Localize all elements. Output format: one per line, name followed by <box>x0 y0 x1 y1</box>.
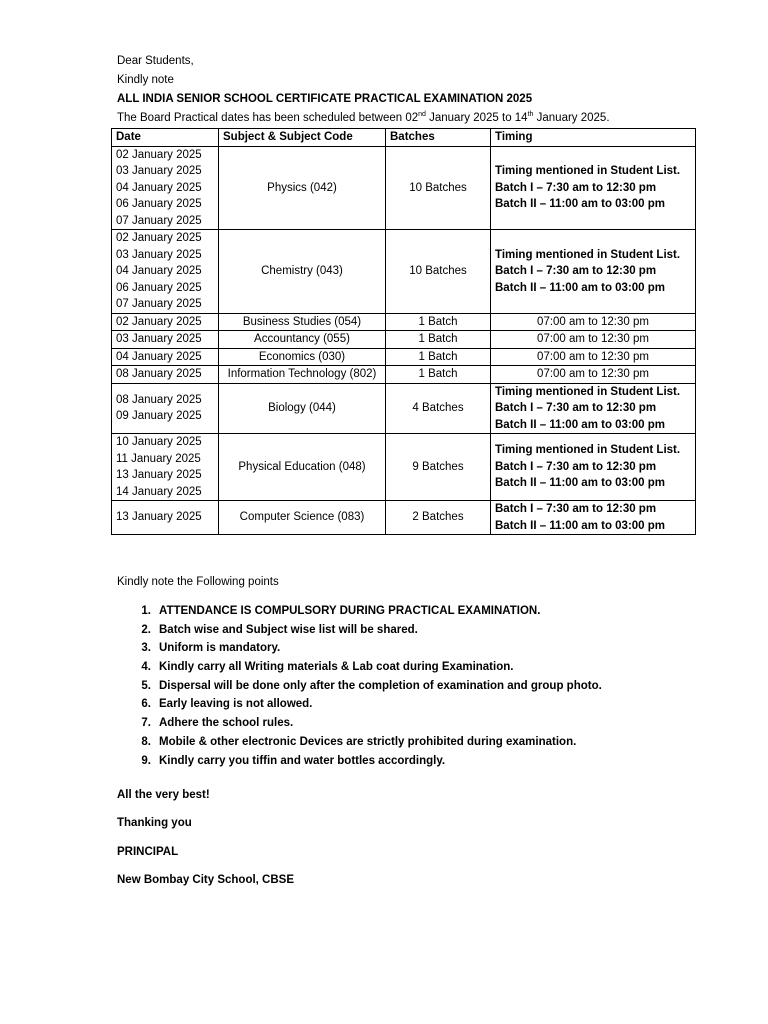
cell-batches: 9 Batches <box>386 434 491 501</box>
cell-subject: Computer Science (083) <box>219 501 386 535</box>
list-item <box>117 679 602 698</box>
cell-subject: Physical Education (048) <box>219 434 386 501</box>
cell-timing <box>491 434 696 501</box>
timing-line: Batch I – 7:30 am to 12:30 pm <box>495 181 657 194</box>
notes-heading: Kindly note the Following points <box>117 576 279 588</box>
table-row <box>112 146 696 230</box>
list-item <box>117 754 602 773</box>
cell-timing <box>491 313 696 331</box>
timing-line: Batch II – 11:00 am to 03:00 pm <box>495 418 666 431</box>
date-line: 04 January 2025 <box>116 265 202 277</box>
table-row <box>112 366 696 384</box>
cell-batches: 10 Batches <box>386 146 491 230</box>
list-item-text: ATTENDANCE IS COMPULSORY DURING PRACTICAL EXAMINATION. <box>159 605 541 617</box>
date-line: 06 January 2025 <box>116 198 202 210</box>
list-item-number: 5. <box>141 679 151 692</box>
cell-dates <box>112 383 219 434</box>
list-item-number: 9. <box>141 754 151 767</box>
timing-line: Batch II – 11:00 am to 03:00 pm <box>495 519 666 532</box>
cell-dates <box>112 331 219 349</box>
cell-batches: 1 Batch <box>386 348 491 366</box>
cell-timing <box>491 383 696 434</box>
timing-line: Batch I – 7:30 am to 12:30 pm <box>495 265 657 277</box>
schedule-table <box>111 128 696 535</box>
cell-subject: Chemistry (043) <box>219 230 386 314</box>
date-line: 04 January 2025 <box>116 350 202 363</box>
date-line: 02 January 2025 <box>116 232 202 244</box>
date-line: 09 January 2025 <box>116 410 202 423</box>
cell-batches: 1 Batch <box>386 331 491 349</box>
cell-batches: 10 Batches <box>386 230 491 314</box>
table-row <box>112 501 696 535</box>
date-line: 08 January 2025 <box>116 368 202 380</box>
cell-dates <box>112 313 219 331</box>
cell-timing <box>491 331 696 349</box>
closing-wish: All the very best! <box>117 789 210 801</box>
date-line: 03 January 2025 <box>116 333 202 345</box>
header-timing: Timing <box>491 129 696 147</box>
date-line: 02 January 2025 <box>116 315 202 328</box>
kindly-note: Kindly note <box>117 74 174 86</box>
cell-timing <box>491 348 696 366</box>
timing-line: 07:00 am to 12:30 pm <box>537 315 649 328</box>
notice-title: ALL INDIA SENIOR SCHOOL CERTIFICATE PRACTICAL EXAMINATION 2025 <box>117 93 533 105</box>
list-item-text: Mobile & other electronic Devices are strictly prohibited during examination. <box>159 735 577 748</box>
list-item <box>117 735 602 754</box>
list-item <box>117 660 602 679</box>
date-line: 14 January 2025 <box>116 485 202 498</box>
list-item <box>117 716 602 735</box>
table-row <box>112 230 696 314</box>
table-row <box>112 348 696 366</box>
closing-thanks: Thanking you <box>117 817 192 829</box>
cell-batches: 2 Batches <box>386 501 491 535</box>
date-line: 13 January 2025 <box>116 469 202 481</box>
list-item <box>117 697 602 716</box>
school-name: New Bombay City School, CBSE <box>117 874 295 886</box>
timing-line: Batch II – 11:00 am to 03:00 pm <box>495 198 666 210</box>
date-line: 04 January 2025 <box>116 181 202 194</box>
signatory: PRINCIPAL <box>117 846 179 858</box>
cell-batches: 4 Batches <box>386 383 491 434</box>
timing-line: Timing mentioned in Student List. <box>495 444 681 457</box>
list-item <box>117 641 602 660</box>
date-line: 08 January 2025 <box>116 393 202 406</box>
list-item-text: Uniform is mandatory. <box>159 642 281 655</box>
intro-text: The Board Practical dates has been scheduled between 02nd January 2025 to 14th January 2025. <box>117 111 610 124</box>
date-line: 13 January 2025 <box>116 511 202 524</box>
list-item <box>117 623 602 642</box>
cell-subject: Accountancy (055) <box>219 331 386 349</box>
table-row <box>112 331 696 349</box>
cell-timing <box>491 230 696 314</box>
timing-line: Batch I – 7:30 am to 12:30 pm <box>495 402 657 414</box>
timing-line: Batch II – 11:00 am to 03:00 pm <box>495 477 666 490</box>
cell-subject: Biology (044) <box>219 383 386 434</box>
cell-subject: Business Studies (054) <box>219 313 386 331</box>
cell-batches: 1 Batch <box>386 366 491 384</box>
cell-subject: Physics (042) <box>219 146 386 230</box>
timing-line: Batch II – 11:00 am to 03:00 pm <box>495 281 666 294</box>
list-item-text: Adhere the school rules. <box>159 717 294 730</box>
cell-subject: Economics (030) <box>219 348 386 366</box>
date-line: 10 January 2025 <box>116 436 202 448</box>
list-item-text: Early leaving is not allowed. <box>159 698 313 711</box>
cell-dates <box>112 348 219 366</box>
cell-dates <box>112 501 219 535</box>
list-item-text: Batch wise and Subject wise list will be shared. <box>159 623 418 636</box>
list-item <box>117 604 602 623</box>
notes-list <box>117 604 602 772</box>
timing-line: Batch I – 7:30 am to 12:30 pm <box>495 460 657 473</box>
header-date: Date <box>112 129 219 147</box>
cell-dates <box>112 434 219 501</box>
cell-dates <box>112 230 219 314</box>
cell-timing <box>491 146 696 230</box>
timing-line: 07:00 am to 12:30 pm <box>537 333 649 345</box>
table-row <box>112 434 696 501</box>
cell-dates <box>112 146 219 230</box>
table-header-row <box>112 129 696 147</box>
timing-line: Timing mentioned in Student List. <box>495 385 681 398</box>
list-item-number: 4. <box>141 661 151 674</box>
list-item-text: Dispersal will be done only after the completion of examination and group photo. <box>159 679 602 692</box>
header-subject: Subject & Subject Code <box>219 129 386 147</box>
table-row <box>112 383 696 434</box>
date-line: 07 January 2025 <box>116 298 202 310</box>
date-line: 02 January 2025 <box>116 148 202 161</box>
salutation: Dear Students, <box>117 55 194 67</box>
header-batches: Batches <box>386 129 491 147</box>
cell-subject: Information Technology (802) <box>219 366 386 384</box>
date-line: 03 January 2025 <box>116 248 202 261</box>
list-item-number: 6. <box>141 698 151 711</box>
table-row <box>112 313 696 331</box>
date-line: 11 January 2025 <box>116 452 201 465</box>
cell-timing <box>491 501 696 535</box>
date-line: 07 January 2025 <box>116 214 202 227</box>
list-item-number: 2. <box>141 623 151 636</box>
timing-line: 07:00 am to 12:30 pm <box>537 368 649 380</box>
list-item-number: 1. <box>141 605 151 617</box>
list-item-number: 7. <box>141 717 151 730</box>
cell-batches: 1 Batch <box>386 313 491 331</box>
list-item-number: 8. <box>141 735 151 748</box>
timing-line: 07:00 am to 12:30 pm <box>537 350 649 363</box>
date-line: 06 January 2025 <box>116 281 202 294</box>
schedule-body <box>112 146 696 535</box>
timing-line: Batch I – 7:30 am to 12:30 pm <box>495 503 657 515</box>
cell-dates <box>112 366 219 384</box>
timing-line: Timing mentioned in Student List. <box>495 248 681 261</box>
timing-line: Timing mentioned in Student List. <box>495 165 681 177</box>
list-item-text: Kindly carry you tiffin and water bottles accordingly. <box>159 754 446 767</box>
list-item-text: Kindly carry all Writing materials & Lab coat during Examination. <box>159 661 514 674</box>
list-item-number: 3. <box>141 642 151 655</box>
date-line: 03 January 2025 <box>116 165 202 177</box>
cell-timing <box>491 366 696 384</box>
